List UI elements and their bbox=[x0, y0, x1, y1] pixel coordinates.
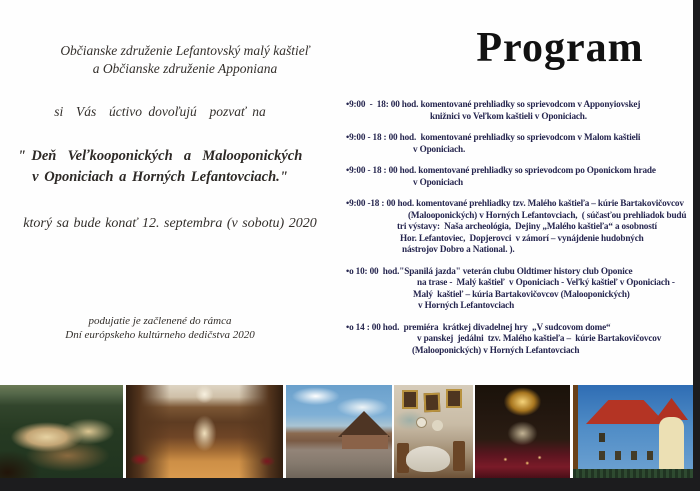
program-item bbox=[346, 132, 696, 155]
organizer-line-2: a Občianske združenie Apponiana bbox=[92, 61, 278, 76]
footer-note bbox=[10, 314, 310, 342]
event-title-line-1: " Deň Veľkooponických a Malooponických bbox=[17, 148, 303, 164]
organizers bbox=[20, 42, 350, 78]
program-line: •9:00 - 18 : 00 hod. komentované prehliadky so sprievodcom po Oponickom hrade bbox=[346, 165, 656, 175]
program-line: •9:00 - 18: 00 hod. komentované prehliadky so sprievodcom v Apponyiovskej bbox=[346, 99, 641, 109]
program-line: Hor. Lefantoviec, Dopjerovci v zámorí – vynájdenie hudobných bbox=[400, 232, 644, 243]
candlelit-hall-photo bbox=[475, 385, 570, 478]
program-line: •9:00 -18 : 00 hod. komentované prehliadky tzv. Malého kaštieľa – kúrie Bartakovičovcov bbox=[346, 198, 684, 208]
portrait-frame bbox=[402, 390, 418, 409]
program-item bbox=[346, 99, 696, 122]
portrait-frame bbox=[446, 389, 462, 408]
manor-roof-shape bbox=[586, 400, 666, 424]
program-line: •o 10: 00 hod."Spanilá jazda" veterán clubu Oldtimer history club Oponice bbox=[346, 265, 633, 276]
program-line: nástrojov Dobro a National. ). bbox=[402, 244, 515, 254]
photo-strip bbox=[0, 385, 693, 478]
turret-shape bbox=[659, 417, 684, 469]
program-line: •9:00 - 18 : 00 hod. komentované prehliadky so sprievodcom v Malom kaštieli bbox=[346, 132, 641, 142]
barn-wall-shape bbox=[342, 435, 388, 449]
program-line: tri výstavy: Naša archeológia, Dejiny „Malého kaštieľa“ a osobností bbox=[397, 221, 657, 231]
footer-line-2: Dní európskeho kultúrneho dedičstva 2020 bbox=[65, 329, 255, 341]
table-shape bbox=[406, 446, 450, 472]
manor-house-photo bbox=[573, 385, 693, 478]
library-interior-photo bbox=[126, 385, 283, 478]
manor-windows bbox=[599, 433, 605, 442]
event-title-line-2: v Oponiciach a Horných Lefantovciach." bbox=[32, 169, 288, 185]
fence-shape bbox=[573, 469, 693, 478]
program-line: v Horných Lefantovciach bbox=[418, 300, 515, 310]
castle-ruins-photo bbox=[0, 385, 123, 478]
manor-windows bbox=[599, 451, 605, 460]
program-line: v panskej jedálni tzv. Malého kaštieľa – kúrie Bartakovičovcov bbox=[417, 333, 662, 343]
program-line: v Oponiciach. bbox=[413, 143, 466, 154]
program-line: knižnici vo Veľkom kaštieli v Oponiciach. bbox=[430, 110, 587, 121]
footer-line-1: podujatie je začlenené do rámca bbox=[88, 315, 232, 327]
program-item bbox=[346, 266, 696, 312]
program-item bbox=[346, 322, 696, 357]
organizer-line-1: Občianske združenie Lefantovský malý kaštieľ bbox=[60, 43, 310, 58]
barn-roof-shape bbox=[338, 411, 390, 437]
manor-building-shape bbox=[593, 423, 659, 469]
program-line: (Malooponických) v Horných Lefantovciach bbox=[412, 344, 580, 355]
program-item bbox=[346, 198, 696, 256]
scan-border-bottom bbox=[0, 478, 700, 491]
program-list bbox=[346, 99, 696, 366]
event-date-line: ktorý sa bude konať 12. septembra (v sobotu) 2020 bbox=[23, 216, 317, 231]
portrait-frame bbox=[424, 393, 441, 413]
scan-border-right bbox=[693, 0, 700, 491]
program-line: Malý kaštieľ – kúria Bartakovičovcov (Malooponických) bbox=[413, 288, 630, 299]
program-line: na trase - Malý kaštieľ v Oponiciach - Veľký kaštieľ v Oponiciach - bbox=[417, 277, 675, 287]
wall-plates bbox=[416, 417, 427, 428]
event-title bbox=[5, 146, 315, 188]
village-courtyard-photo bbox=[286, 385, 392, 478]
dining-room-photo bbox=[394, 385, 473, 478]
program-item bbox=[346, 165, 696, 188]
program-line: v Oponiciach bbox=[413, 176, 464, 187]
page-title: Program bbox=[476, 25, 644, 71]
invitation-line: si Vás úctivo dovoľujú pozvať na bbox=[54, 104, 266, 119]
program-line: •o 14 : 00 hod. premiéra krátkej divadelnej hry „V sudcovom dome“ bbox=[346, 321, 611, 332]
program-line: (Malooponických) v Horných Lefantovciach, ( súčasťou prehliadok budú bbox=[408, 209, 687, 220]
